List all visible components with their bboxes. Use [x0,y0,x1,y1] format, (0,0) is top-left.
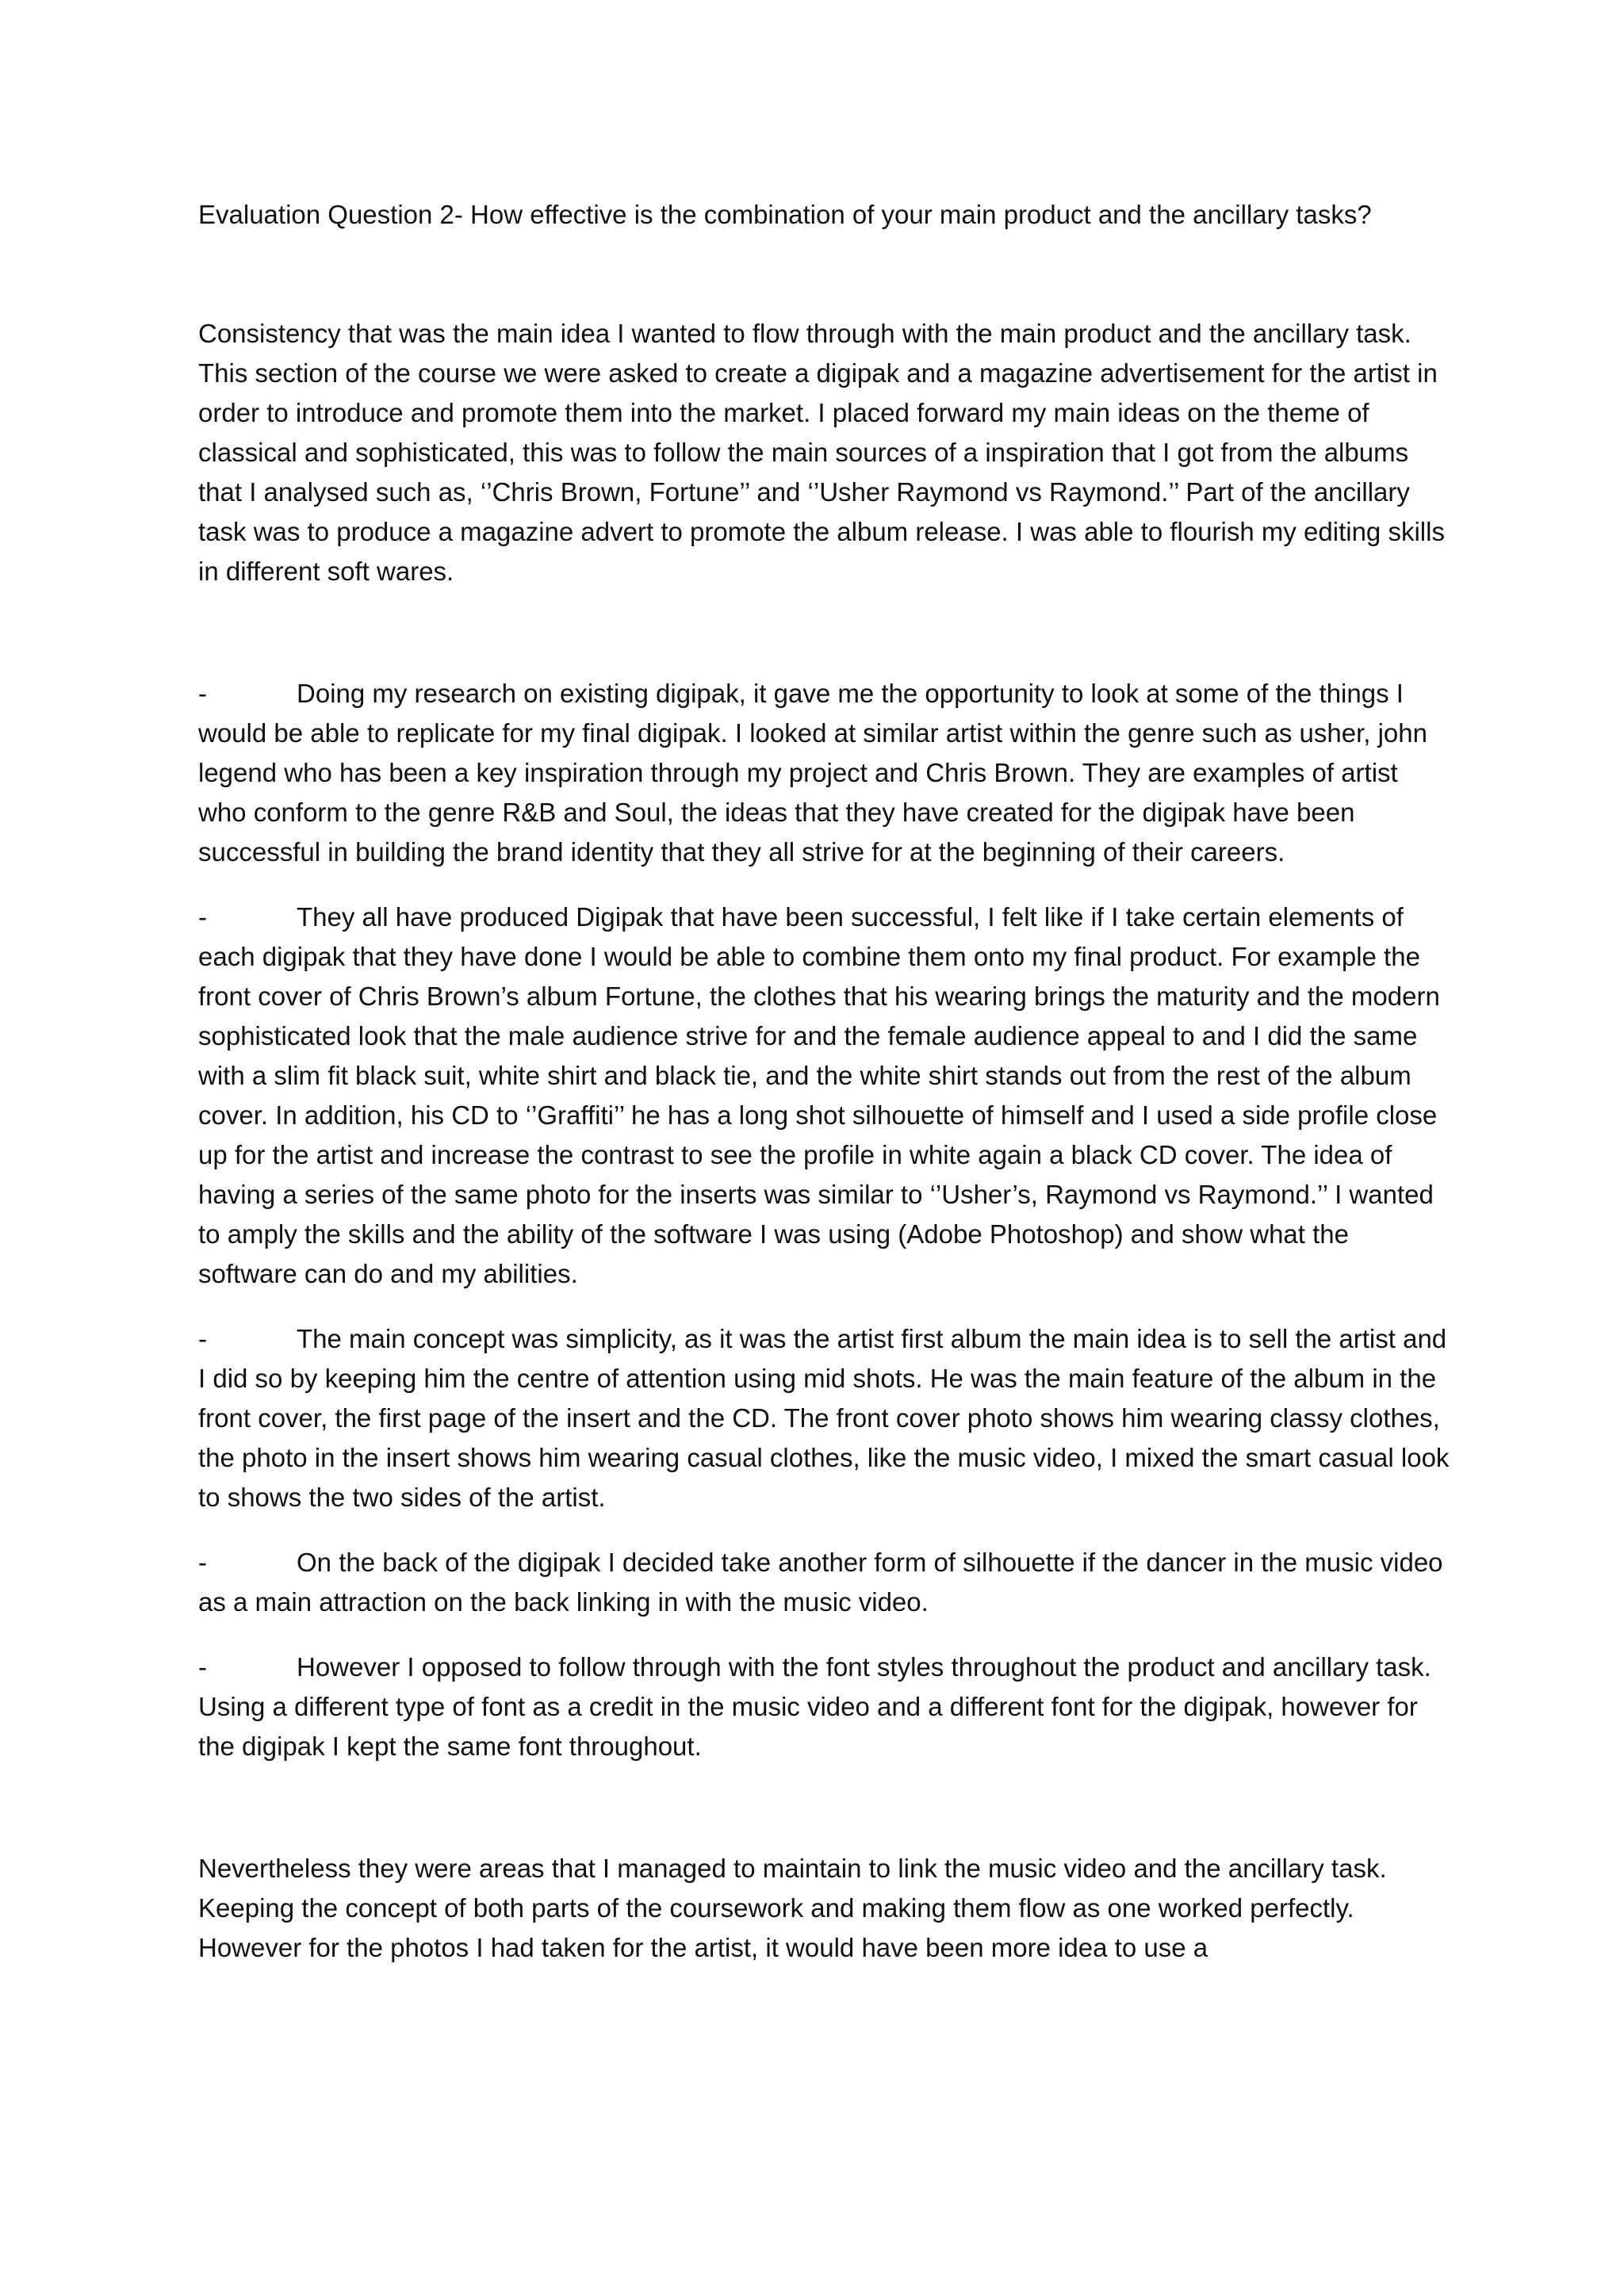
bullet-text: The main concept was simplicity, as it was the artist first album the main idea is to sell the artist and I did so by keeping him the centre of attention using mid shots. He was the main feature of the album in the front cover, the first page of the insert and the CD. The front cover photo shows him wearing classy clothes, the photo in the insert shows him wearing casual clothes, like the music video, I mixed the smart casual look to shows the two sides of the artist. [198,1324,1450,1512]
bullet-text: On the back of the digipak I decided take another form of silhouette if the dancer in the music video as a main attraction on the back linking in with the music video. [198,1548,1443,1617]
bullet-marker: - [198,679,207,708]
bullet-item [198,674,1451,872]
document-page [198,195,1451,1968]
bullet-item [198,1319,1451,1517]
bullet-text: However I opposed to follow through with the font styles throughout the product and ancillary task. Using a different type of font as a credit in the music video and a different font for the digipak, however for the digipak I kept the same font throughout. [198,1652,1431,1761]
bullet-marker: - [198,1652,207,1682]
bullet-text: They all have produced Digipak that have been successful, I felt like if I take certain elements of each digipak that they have done I would be able to combine them onto my final product. For example the front cover of Chris Brown’s album Fortune, the clothes that his wearing brings the maturity and the modern sophisticated look that the male audience strive for and the female audience appeal to and I did the same with a slim fit black suit, white shirt and black tie, and the white shirt stands out from the rest of the album cover. In addition, his CD to ‘’Graffiti’’ he has a long shot silhouette of himself and I used a side profile close up for the artist and increase the contrast to see the profile in white again a black CD cover. The idea of having a series of the same photo for the inserts was similar to ‘’Usher’s, Raymond vs Raymond.’’ I wanted to amply the skills and the ability of the software I was using (Adobe Photoshop) and show what the software can do and my abilities. [198,902,1440,1288]
bullet-marker: - [198,902,207,932]
bullet-text: Doing my research on existing digipak, it gave me the opportunity to look at some of the things I would be able to replicate for my final digipak. I looked at similar artist within the genre such as usher, john legend who has been a key inspiration through my project and Chris Brown. They are examples of artist who conform to the genre R&B and Soul, the ideas that they have created for the digipak have been successful in building the brand identity that they all strive for at the beginning of their careers. [198,679,1427,867]
closing-paragraph: Nevertheless they were areas that I managed to maintain to link the music video and the ancillary task. Keeping the concept of both parts of the coursework and making them flow as one worked perfectly. However for the photos I had taken for the artist, it would have been more idea to use a [198,1854,1387,1962]
bullet-marker: - [198,1548,207,1577]
intro-paragraph: Consistency that was the main idea I wanted to flow through with the main product and the ancillary task. This section of the course we were asked to create a digipak and a magazine advertisement for the artist in order to introduce and promote them into the market. I placed forward my main ideas on the theme of classical and sophisticated, this was to follow the main sources of a inspiration that I got from the albums that I analysed such as, ‘’Chris Brown, Fortune’’ and ‘’Usher Raymond vs Raymond.’’ Part of the ancillary task was to produce a magazine advert to promote the album release. I was able to flourish my editing skills in different soft wares. [198,319,1445,586]
bullet-marker: - [198,1324,207,1353]
document-title: Evaluation Question 2- How effective is the combination of your main product and the ancillary tasks? [198,200,1372,229]
bullet-item [198,1647,1451,1766]
bullet-item [198,1543,1451,1622]
bullet-item [198,897,1451,1294]
